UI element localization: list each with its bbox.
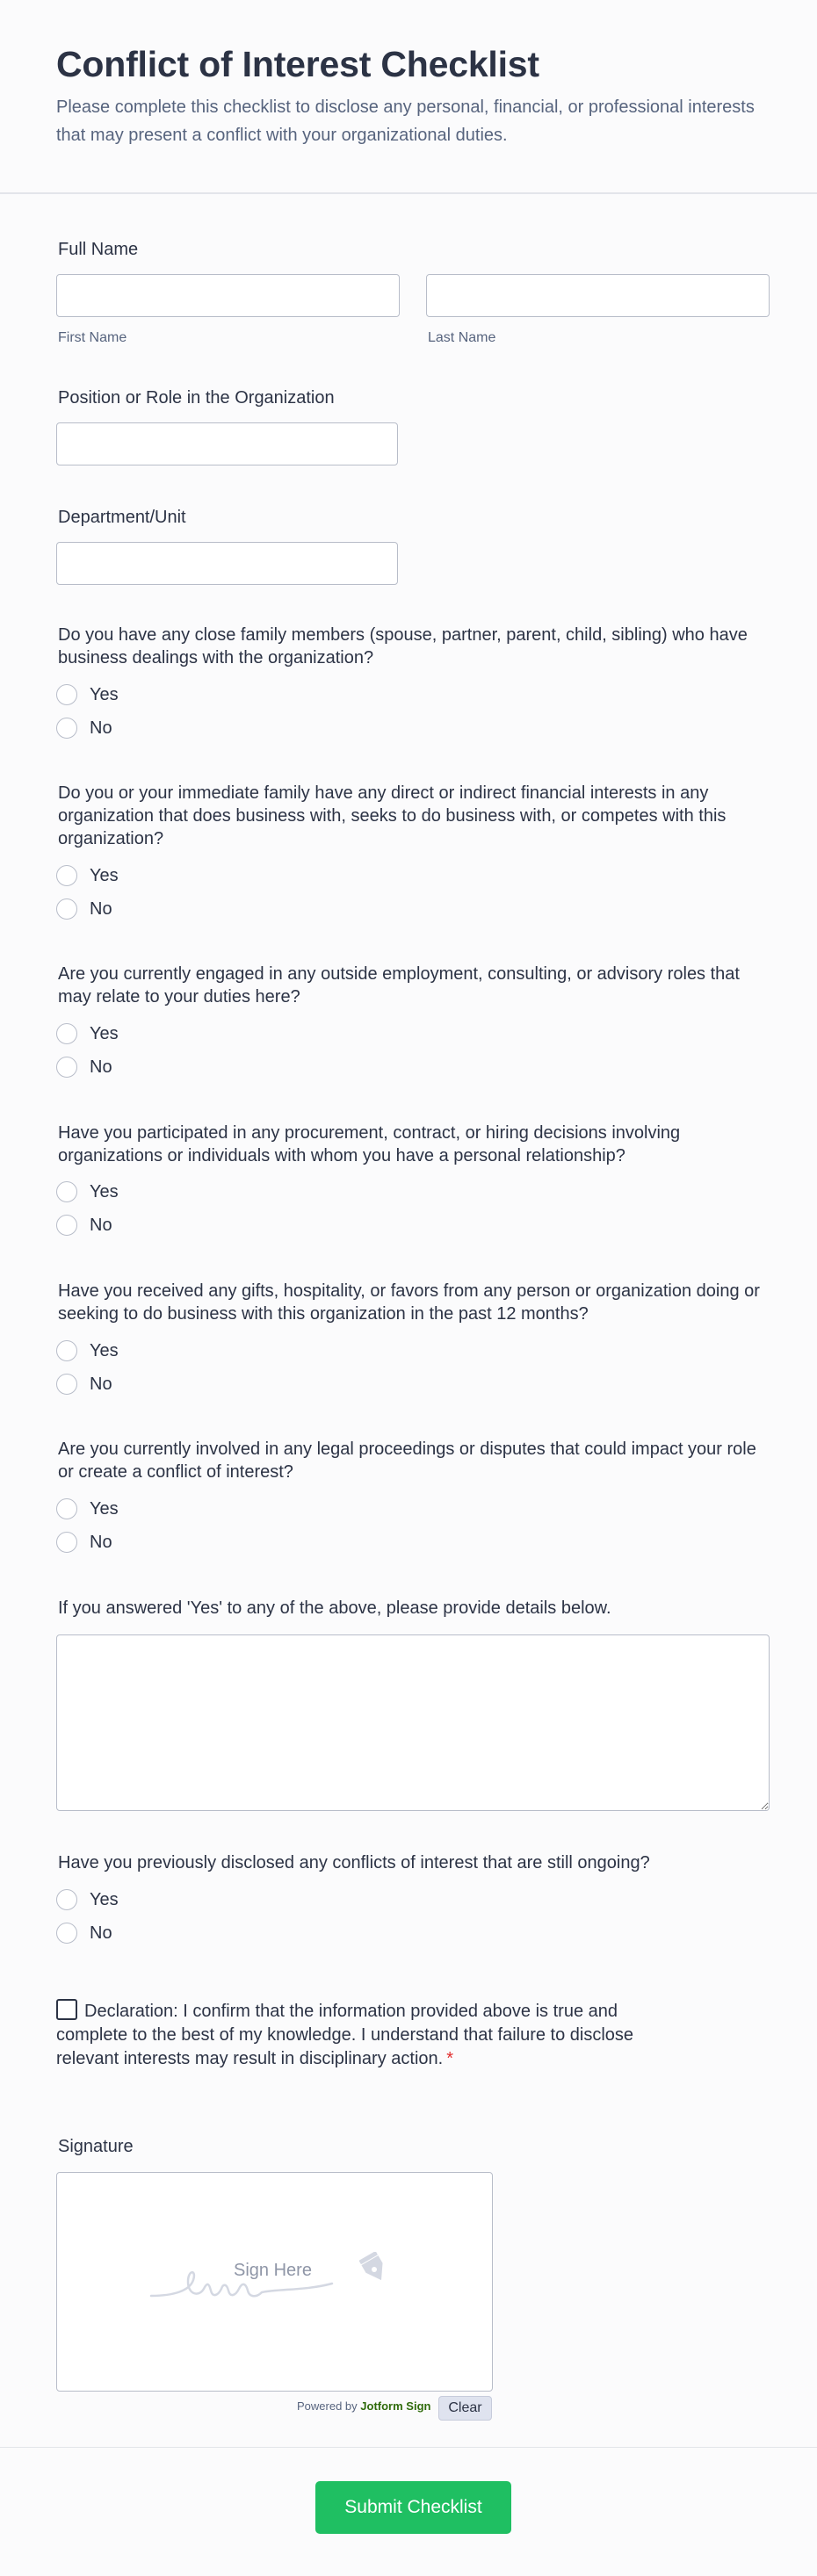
radio-button[interactable] (56, 1374, 77, 1395)
radio-button[interactable] (56, 1532, 77, 1553)
radio-button[interactable] (56, 1057, 77, 1078)
radio-button[interactable] (56, 1498, 77, 1519)
radio-button[interactable] (56, 898, 77, 920)
signature-label: Signature (58, 2137, 134, 2156)
radio-button[interactable] (56, 1923, 77, 1944)
radio-label: Yes (90, 865, 119, 885)
family-dealings-yes-option[interactable] (56, 682, 119, 708)
header-divider (0, 192, 817, 194)
department-input[interactable] (56, 542, 398, 585)
radio-button[interactable] (56, 1181, 77, 1202)
procurement-yes-option[interactable] (56, 1179, 119, 1205)
page-subtitle: Please complete this checklist to disclose any personal, financial, or professional interests that may present a conflict with your organizational duties. (56, 97, 755, 145)
clear-signature-button[interactable]: Clear (438, 2396, 492, 2421)
radio-label: Yes (90, 1023, 119, 1043)
radio-label: No (90, 1215, 112, 1235)
position-input[interactable] (56, 422, 398, 465)
first-name-input[interactable] (56, 274, 400, 317)
question-financial-interests: Do you or your immediate family have any direct or indirect financial interests in any organization that does business with, seeks to do business with, or competes with this organization? (58, 783, 727, 848)
last-name-input[interactable] (426, 274, 770, 317)
details-textarea[interactable] (56, 1634, 770, 1811)
radio-label: Yes (90, 684, 119, 704)
outside-employment-no-option[interactable] (56, 1054, 112, 1080)
radio-button[interactable] (56, 1215, 77, 1236)
radio-label: No (90, 718, 112, 738)
radio-label: Yes (90, 1340, 119, 1360)
radio-button[interactable] (56, 865, 77, 886)
radio-button[interactable] (56, 1023, 77, 1044)
radio-label: No (90, 1057, 112, 1077)
declaration-field (56, 1999, 689, 2071)
required-asterisk: * (446, 2049, 453, 2068)
question-legal-proceedings: Are you currently involved in any legal proceedings or disputes that could impact your role or create a conflict of interest? (58, 1440, 756, 1482)
question-procurement-decisions: Have you participated in any procurement, contract, or hiring decisions involving organizations or individuals with whom you have a personal relationship? (58, 1123, 681, 1165)
page-title: Conflict of Interest Checklist (56, 44, 539, 84)
gifts-yes-option[interactable] (56, 1338, 119, 1364)
previous-disclosure-yes-option[interactable] (56, 1887, 119, 1913)
full-name-label: Full Name (58, 240, 139, 259)
radio-label: No (90, 1532, 112, 1552)
pen-nib-icon (355, 2252, 395, 2287)
details-label: If you answered 'Yes' to any of the above, please provide details below. (58, 1598, 611, 1618)
legal-yes-option[interactable] (56, 1496, 119, 1522)
previous-disclosure-no-option[interactable] (56, 1920, 112, 1946)
radio-button[interactable] (56, 1889, 77, 1910)
position-label: Position or Role in the Organization (58, 388, 335, 408)
radio-label: Yes (90, 1181, 119, 1201)
radio-button[interactable] (56, 684, 77, 705)
sign-here-placeholder: Sign Here (234, 2261, 312, 2280)
first-name-sublabel: First Name (58, 330, 127, 345)
question-outside-employment: Are you currently engaged in any outside employment, consulting, or advisory roles that may relate to your duties here? (58, 964, 740, 1007)
radio-label: Yes (90, 1889, 119, 1909)
department-label: Department/Unit (58, 508, 186, 527)
radio-label: No (90, 1923, 112, 1943)
financial-interests-no-option[interactable] (56, 896, 112, 922)
question-family-dealings: Do you have any close family members (spouse, partner, parent, child, sibling) who have business dealings with the organization? (58, 625, 748, 667)
family-dealings-no-option[interactable] (56, 715, 112, 741)
radio-label: No (90, 898, 112, 919)
gifts-no-option[interactable] (56, 1371, 112, 1397)
radio-button[interactable] (56, 1340, 77, 1361)
jotform-sign-brand: Jotform Sign (360, 2399, 431, 2413)
radio-button[interactable] (56, 718, 77, 739)
declaration-text: Declaration: I confirm that the information provided above is true and complete to the best of my knowledge. I understand that failure to disclose relevant interests may result in disciplinary action. (56, 2002, 634, 2068)
powered-by-text (297, 2399, 430, 2413)
radio-label: Yes (90, 1498, 119, 1519)
outside-employment-yes-option[interactable] (56, 1021, 119, 1047)
question-gifts-hospitality: Have you received any gifts, hospitality, or favors from any person or organization doing or seeking to do business with this organization in the past 12 months? (58, 1281, 760, 1324)
last-name-sublabel: Last Name (428, 330, 496, 345)
radio-label: No (90, 1374, 112, 1394)
question-previous-disclosure: Have you previously disclosed any conflicts of interest that are still ongoing? (58, 1853, 650, 1872)
declaration-checkbox[interactable] (56, 1999, 77, 2020)
legal-no-option[interactable] (56, 1529, 112, 1555)
submit-button[interactable]: Submit Checklist (315, 2481, 511, 2534)
procurement-no-option[interactable] (56, 1212, 112, 1238)
financial-interests-yes-option[interactable] (56, 862, 119, 889)
powered-prefix: Powered by (297, 2399, 358, 2413)
